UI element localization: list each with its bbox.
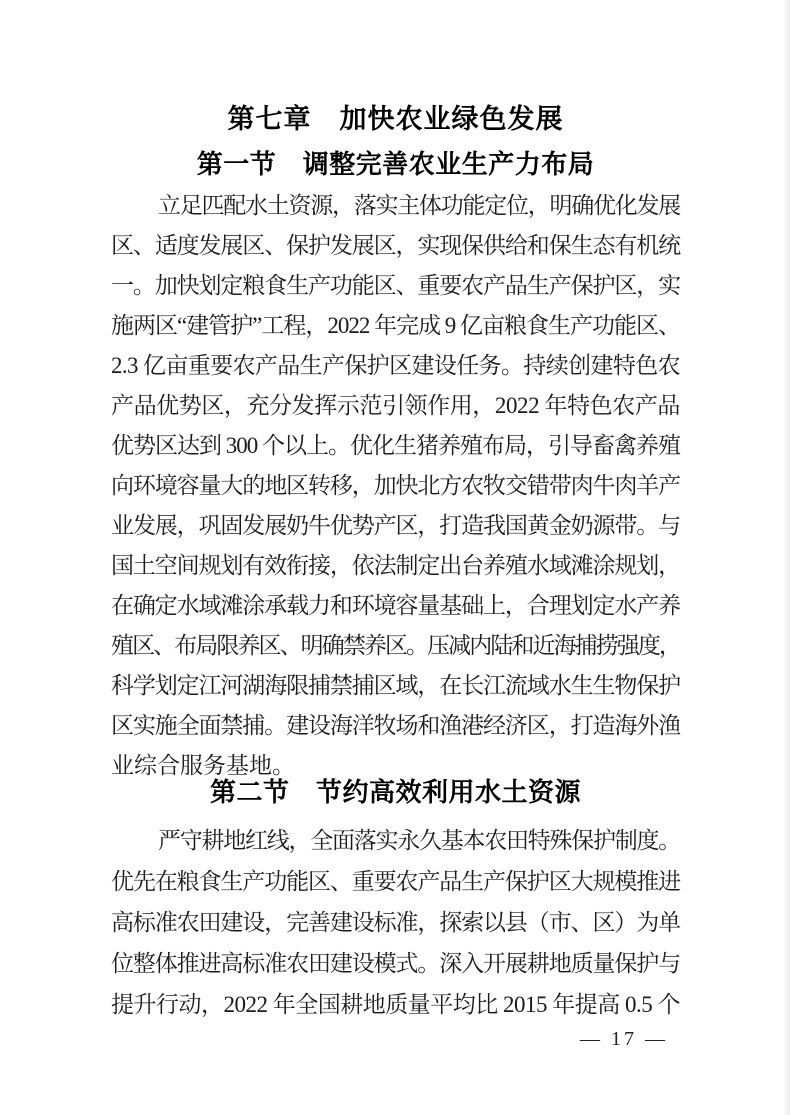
text-line-content: 施两区“建管护”工程，2022 年完成 9 亿亩粮食生产功能区、: [111, 313, 680, 338]
page-number: — 17 —: [580, 1028, 668, 1050]
text-line-content: 严守耕地红线，全面落实永久基本农田特殊保护制度。: [158, 828, 680, 853]
text-line: [111, 186, 680, 226]
text-line-content: 产品优势区，充分发挥示范引领作用，2022 年特色农产品: [111, 393, 681, 418]
section-2-title: 第二节 节约高效利用水土资源: [209, 778, 581, 807]
text-line-content: 殖区、布局限养区、明确禁养区。压减内陆和近海捕捞强度，: [111, 633, 681, 658]
chapter-title: 第七章 加快农业绿色发展: [227, 104, 564, 134]
text-line: [111, 984, 680, 1025]
text-line: [111, 626, 680, 666]
text-line-content: 国土空间规划有效衔接，依法制定出台养殖水域滩涂规划，: [111, 553, 681, 578]
text-line-content: 向环境容量大的地区转移，加快北方农牧交错带肉牛肉羊产: [111, 473, 681, 498]
text-line: [111, 586, 680, 626]
text-line: [111, 466, 680, 506]
text-line: [111, 426, 680, 466]
text-line: [111, 226, 680, 266]
text-line-content: 高标准农田建设，完善建设标准，探索以县（市、区）为单: [111, 910, 681, 935]
section-2-paragraph: [111, 820, 680, 1025]
text-line-content: 提升行动，2022 年全国耕地质量平均比 2015 年提高 0.5 个: [111, 992, 680, 1017]
text-line: [111, 666, 680, 706]
text-line: [111, 266, 680, 306]
text-line-content: 在确定水域滩涂承载力和环境容量基础上，合理划定水产养: [111, 593, 681, 618]
text-line: [111, 506, 680, 546]
scan-edge-shadow: [783, 0, 790, 1115]
text-line-content: 科学划定江河湖海限捕禁捕区域，在长江流域水生生物保护: [111, 673, 681, 698]
text-line-content: 2.3 亿亩重要农产品生产保护区建设任务。持续创建特色农: [111, 353, 680, 378]
text-line-content: 区实施全面禁捕。建设海洋牧场和渔港经济区，打造海外渔: [111, 713, 681, 738]
text-line: [111, 386, 680, 426]
text-line: [111, 861, 680, 902]
text-line: [111, 346, 680, 386]
section-1-paragraph: [111, 186, 680, 786]
text-line: [111, 546, 680, 586]
text-line-content: 业发展，巩固发展奶牛优势产区，打造我国黄金奶源带。与: [111, 513, 681, 538]
text-line-content: 区、适度发展区、保护发展区，实现保供给和保生态有机统: [111, 233, 681, 258]
text-line-content: 位整体推进高标准农田建设模式。深入开展耕地质量保护与: [111, 951, 681, 976]
text-line-content: 优先在粮食生产功能区、重要农产品生产保护区大规模推进: [111, 869, 681, 894]
text-line: [111, 820, 680, 861]
text-line-content: 业综合服务基地。: [111, 753, 295, 778]
text-line-content: 立足匹配水土资源，落实主体功能定位，明确优化发展: [158, 193, 680, 218]
text-line-content: 优势区达到 300 个以上。优化生猪养殖布局，引导畜禽养殖: [111, 433, 680, 458]
text-line: [111, 706, 680, 746]
text-line: [111, 306, 680, 346]
section-1-title: 第一节 调整完善农业生产力布局: [196, 150, 595, 179]
text-line: [111, 943, 680, 984]
text-line-content: 一。加快划定粮食生产功能区、重要农产品生产保护区，实: [111, 273, 681, 298]
text-line: [111, 902, 680, 943]
